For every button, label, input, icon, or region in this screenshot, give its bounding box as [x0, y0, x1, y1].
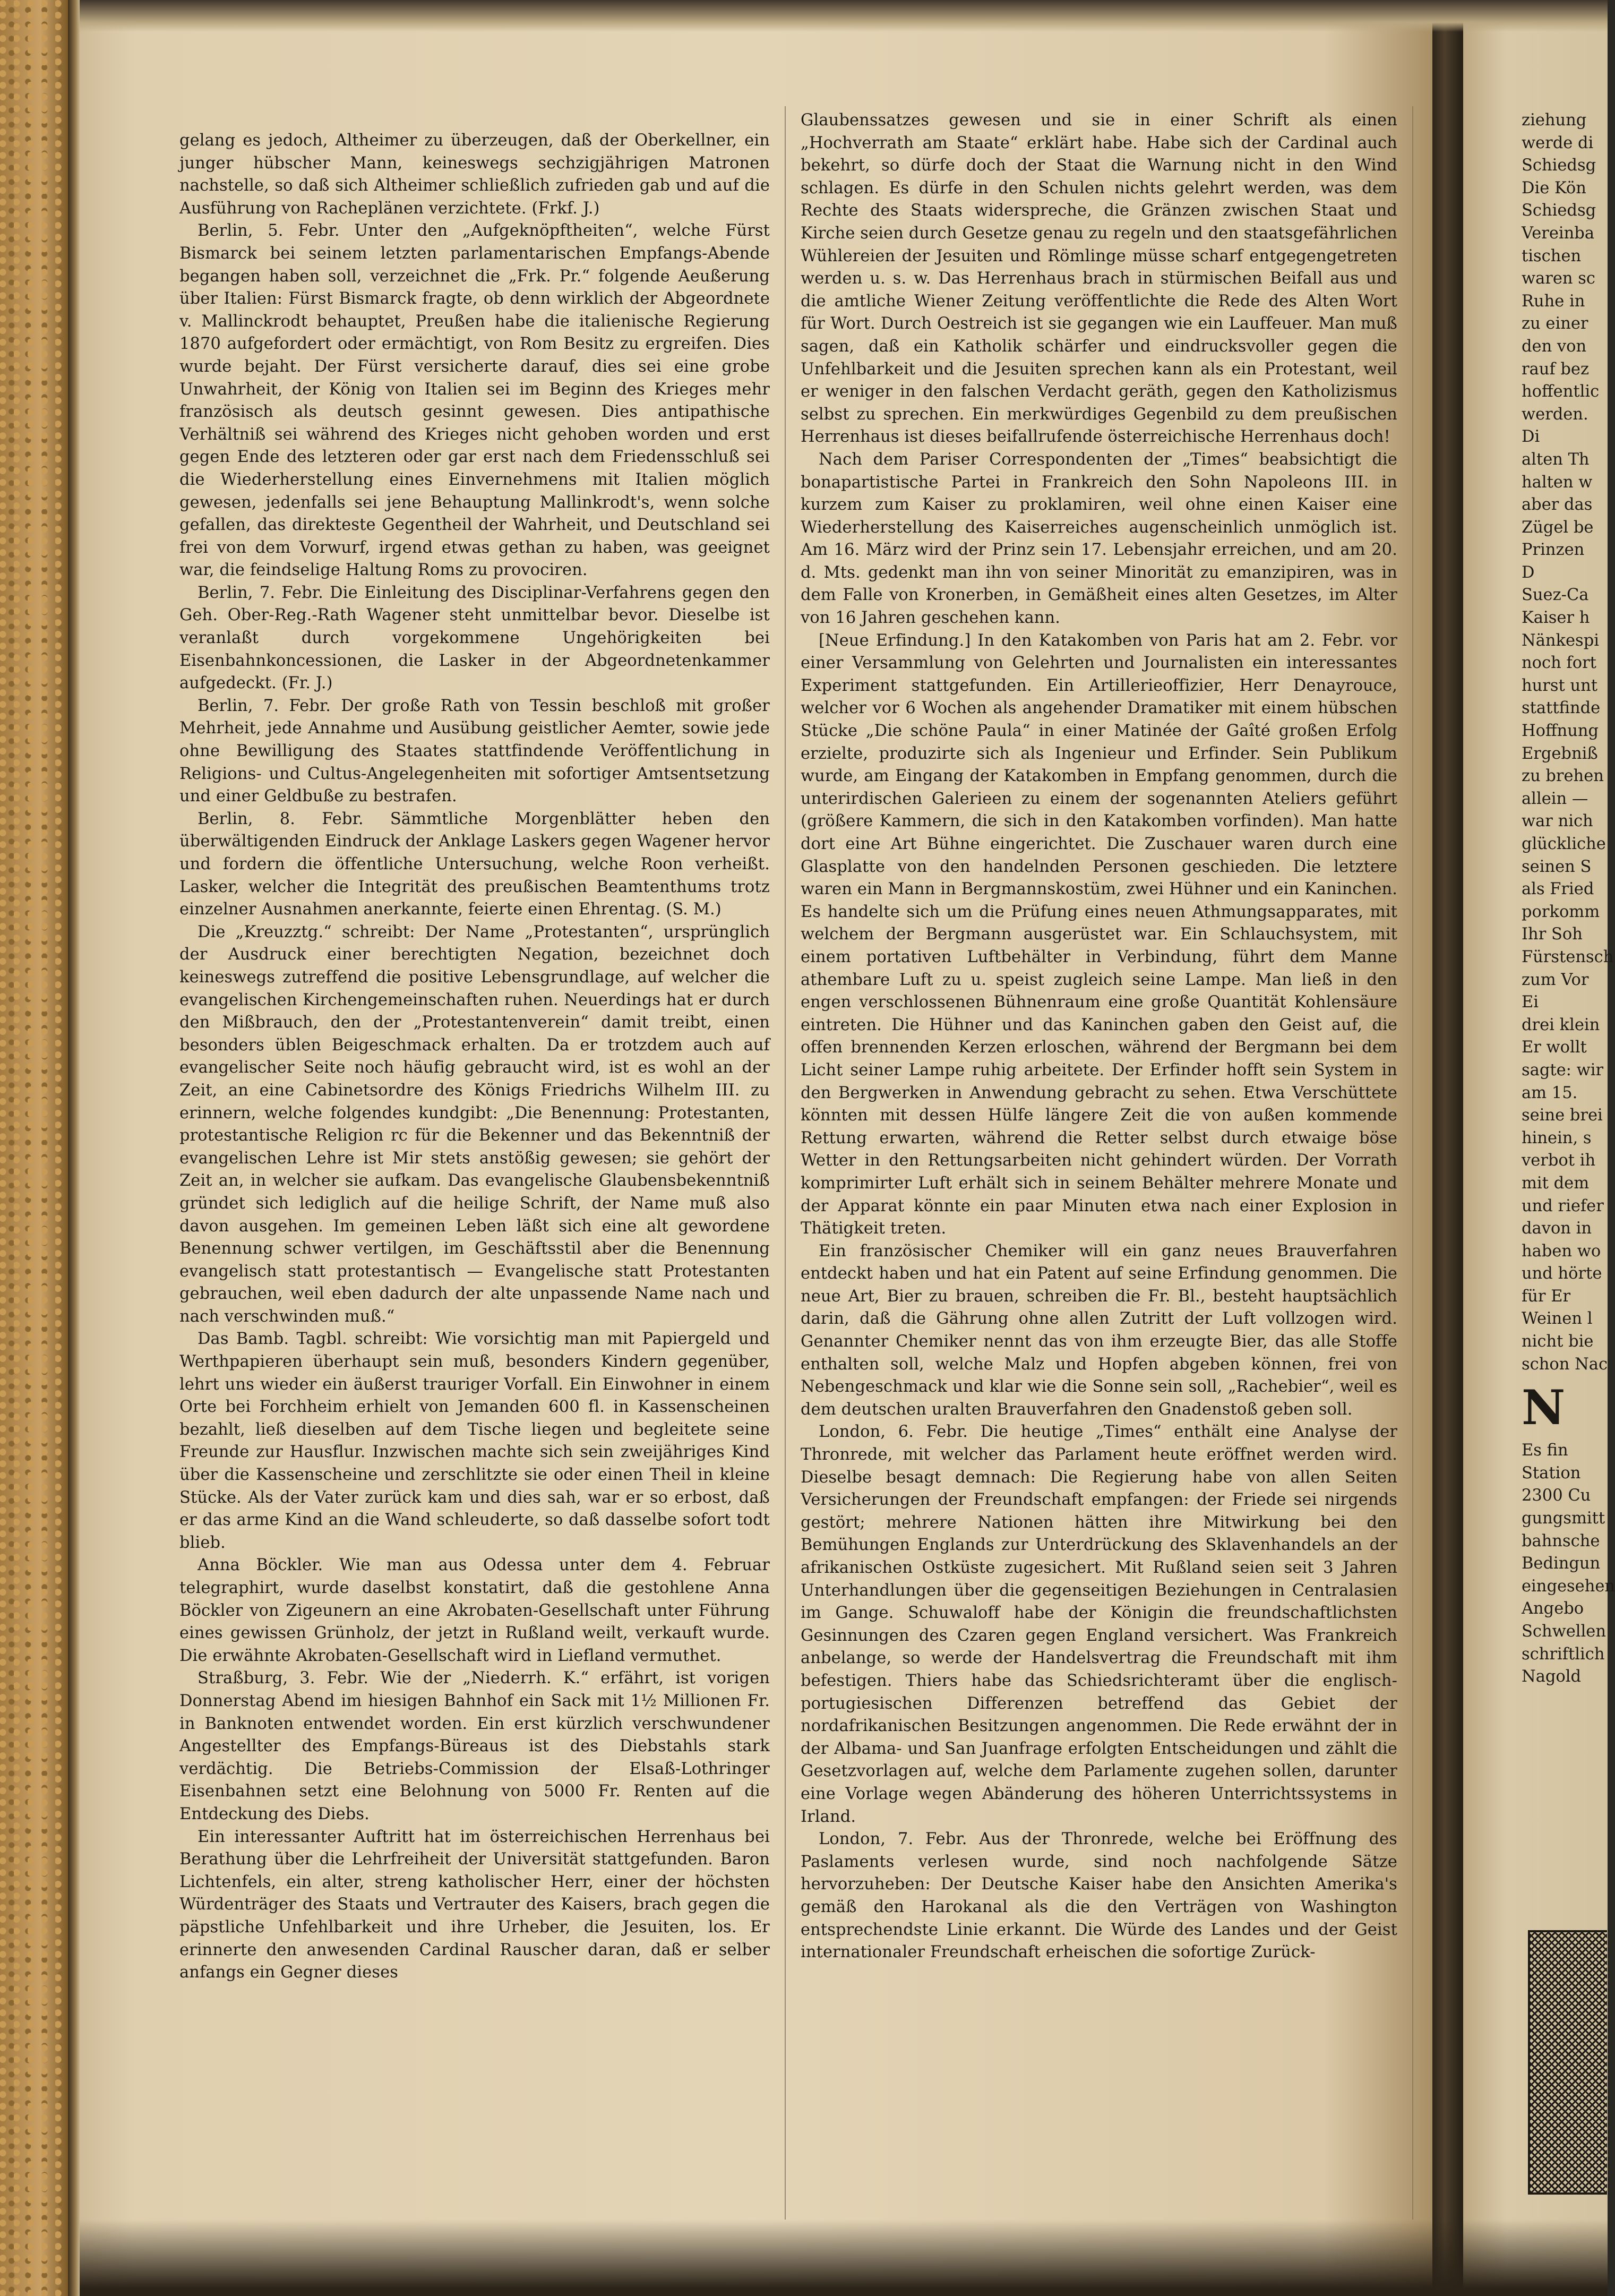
ad-line: Es fin [1522, 1441, 1568, 1460]
column-rule-right [1412, 106, 1413, 2220]
fragment-line: noch fort [1522, 654, 1596, 673]
fragment-line: sagte: wir [1522, 1060, 1604, 1080]
fragment-line: zu einer [1522, 314, 1588, 333]
article-paragraph: London, 7. Febr. Aus der Thronrede, welche bei Eröffnung des Paslaments verlesen wurde, sind noch nachfolgende Sätze hervorzuheben: Der Deutsche Kaiser habe den Ansichten Amerika's gemäß den Harokanal als die den Verträgen von Washington entsprechendste Linie erkannt. Die Würde des Landes und der Geist internationaler Freundschaft erheischen die sofortige Zurück- [801, 1830, 1397, 1962]
article-paragraph: Ein französischer Chemiker will ein ganz neues Brauverfahren entdeckt haben und hat ein Patent auf seine Erfindung genommen. Die neue Art, Bier zu brauen, schreiben die Fr. Bl., besteht hauptsächlich darin, daß die Gährung ohne allen Zutritt der Luft vollzogen wird. Genannter Chemiker nennt das von ihm erzeugte Bier, das alle Stoffe enthalten soll, welche Malz und Hopfen abgeben können, frei von Nebengeschmack und klar wie die Sonne sein soll, „Rachebier“, weil es dem deutschen uralten Brauverfahren den Gnadenstoß geben soll. [801, 1241, 1397, 1419]
ad-line: bahnsche [1522, 1531, 1600, 1550]
spine-shadow [68, 0, 81, 2296]
fragment-line: hinein, s [1522, 1128, 1592, 1147]
article-paragraph: Die „Kreuzztg.“ schreibt: Der Name „Protestanten“, ursprünglich der Ausdruck einer berechtigten Negation, bezeichnet doch keineswegs zutreffend die positive Lebensgrundlage, auf welcher die evangelischen Kirchengemeinschaften ruhen. Neuerdings hat er durch den Mißbrauch, den der „Protestantenverein“ damit treibt, einen besonders üblen Beigeschmack erhalten. Da er trotzdem auch auf evangelischer Seite noch häufig gebraucht wird, ist es wohl an der Zeit, an eine Cabinetsordre des Königs Friedrichs Wilhelm III. zu erinnern, welche folgendes kundgibt: „Die Benennung: Protestanten, protestantische Religion rc für die Bekenner und das Bekenntniß der evangelischen Lehre ist Mir stets anstößig gewesen; sie gehört der Zeit an, in welcher sie aufkam. Das evangelische Glaubensbekenntniß gründet sich lediglich auf die heilige Schrift, der Name muß also davon ausgehen. Im gemeinen Leben läßt sich eine alt gewordene Benennung schwer vertilgen, im Geschäftsstil aber die Benennung evangelisch statt protestantisch — Evangelische statt Protestanten gebrauchen, weil eben dadurch der alte unpassende Name nach und nach verschwinden muß.“ [179, 922, 770, 1326]
fragment-line: mit dem [1522, 1173, 1590, 1193]
article-paragraph: Berlin, 7. Febr. Die Einleitung des Disciplinar-Verfahrens gegen den Geh. Ober-Reg.-Rath Wagener steht unmittelbar bevor. Dieselbe ist veranlaßt durch vorgekommene Ungehörigkeiten bei Eisenbahnkoncessionen, die Lasker in der Abgeordnetenkammer aufgedeckt. (Fr. J.) [179, 583, 770, 693]
book-binding [0, 0, 68, 2296]
fragment-line: zum Vor [1522, 970, 1589, 989]
fragment-line: Di [1522, 427, 1540, 447]
fragment-line: allein — [1522, 789, 1588, 808]
fragment-line: drei klein [1522, 1015, 1600, 1034]
fragment-line: Kaiser h [1522, 609, 1590, 628]
fragment-line: aber das [1522, 495, 1593, 515]
article-paragraph: London, 6. Febr. Die heutige „Times“ enthält eine Analyse der Thronrede, mit welcher das Parlament heute eröffnet werden wird. Dieselbe besagt demnach: Die Regierung habe von allen Seiten Versicherungen der Freundschaft empfangen: der Friede sei nirgends gestört; mehrere Nationen hätten ihre Mitwirkung bei den Bemühungen Englands zur Unterdrückung des Sklavenhandels an der afrikanischen Ostküste zugesichert. Mit Rußland seien seit 3 Jahren Unterhandlungen über die gegenseitigen Beziehungen in Centralasien im Gange. Schuwaloff habe der Königin die freundschaftlichsten Gesinnungen des Czaren gegen England versichert. Was Frankreich anbelange, so werde der Handelsvertrag die Freundschaft mit ihm befestigen. Thiers habe das Schiedsrichteramt über die englisch-portugiesischen Differenzen betreffend das Gebiet der nordafrikanischen Besitzungen angenommen. Die Rede erwähnt der in der Albama- und San Juanfrage erfolgten Entscheidungen und zählt die Gesetzvorlagen auf, welche dem Parlamente zugehen sollen, darunter eine Vorlage wegen Abänderung des höheren Unterrichtssystems in Irland. [801, 1423, 1397, 1826]
article-paragraph: Berlin, 7. Febr. Der große Rath von Tessin beschloß mit großer Mehrheit, jede Annahme und Ausübung geistlicher Aemter, sowie jede ohne Bewilligung des Staates stattfindende Veröffentlichung in Religions- und Cultus-Angelegenheiten mit sofortiger Amtsentsetzung und einer Geldbuße zu bestrafen. [179, 696, 770, 806]
ad-line: gungsmitt [1522, 1509, 1605, 1528]
ad-line: Schwellen [1522, 1622, 1606, 1641]
article-paragraph: gelang es jedoch, Altheimer zu überzeugen, daß der Oberkellner, ein junger hübscher Mann, keineswegs sechzigjährigen Matronen nachstelle, so daß sich Altheimer schließlich zufrieden gab und auf die Ausführung von Racheplänen verzichtete. (Frkf. J.) [179, 131, 770, 218]
bottom-edge-shadow [80, 2220, 1608, 2296]
fragment-line: stattfinde [1522, 699, 1601, 718]
fragment-line: alten Th [1522, 450, 1590, 469]
fragment-line: rauf bez [1522, 359, 1590, 379]
fragment-line: Ihr Soh [1522, 925, 1583, 944]
article-paragraph: Berlin, 8. Febr. Sämmtliche Morgenblätter heben den überwältigenden Eindruck der Anklage Laskers gegen Wagener hervor und fordern die öffentliche Untersuchung, welche Roon verheißt. Lasker, welcher die Integrität des preußischen Beamtenthums trotz einzelner Ausnahmen anerkannte, feierte einen Ehrentag. (S. M.) [179, 809, 770, 919]
article-paragraph: Berlin, 5. Febr. Unter den „Aufgeknöpftheiten“, welche Fürst Bismarck bei seinem letzten parlamentarischen Empfangs-Abende begangen haben soll, verzeichnet die „Frk. Pr.“ folgende Aeußerung über Italien: Fürst Bismarck fragte, ob denn wirklich der Abgeordnete v. Mallinckrodt behauptet, Preußen habe die italienische Regierung 1870 aufgefordert oder ermächtigt, von Rom Besitz zu ergreifen. Dies wurde bejaht. Der Fürst versicherte darauf, dies sei eine grobe Unwahrheit, der König von Italien sei im Beginn des Krieges mehr französisch als deutsch gesinnt gewesen. Dies antipathische Verhältniß sei während des Krieges nicht gehoben worden und erst gegen Ende des letzteren oder gar erst nach dem Friedensschluß sei die Wiederherstellung eines Einvernehmens mit Italien möglich gewesen, jedenfalls sei jene Behauptung Mallinkrodt's, wenn solche gefallen, das direkteste Gegentheil der Wahrheit, und Deutschland sei frei von dem Vorwurf, irgend etwas gethan zu haben, was geeignet war, die feindselige Haltung Roms zu provociren. [179, 221, 770, 580]
fragment-line: halten w [1522, 473, 1593, 492]
ad-heading: N [1522, 1380, 1566, 1436]
fragment-line: Schiedsg [1522, 201, 1596, 220]
fragment-line: Vereinba [1522, 224, 1595, 243]
fragment-line: seine brei [1522, 1106, 1603, 1125]
fragment-line: haben wo [1522, 1241, 1601, 1261]
fragment-line: für Er [1522, 1287, 1571, 1306]
top-edge-shadow [80, 0, 1608, 32]
fragment-line: nicht bie [1522, 1332, 1594, 1351]
fragment-line: glückliche [1522, 835, 1606, 853]
ad-line: Station [1522, 1463, 1581, 1483]
fragment-line: verbot ih [1522, 1151, 1596, 1170]
fragment-line: Er wollt [1522, 1038, 1587, 1057]
fragment-line: werde di [1522, 133, 1594, 152]
fragment-line: Ei [1522, 993, 1539, 1012]
fragment-line: Weinen l [1522, 1309, 1593, 1329]
fragment-line: und hörte [1522, 1264, 1602, 1283]
fragment-line: Schiedsg [1522, 156, 1596, 175]
ad-line: 2300 Cu [1522, 1486, 1591, 1505]
article-paragraph: Nach dem Pariser Correspondenten der „Times“ beabsichtigt die bonapartistische Partei in Frankreich den Sohn Napoleons III. in kurzem zum Kaiser zu proklamiren, weil ohne einen Kaiser eine Wiederherstellung des Kaiserreiches augenscheinlich unmöglich ist. Am 16. März wird der Prinz sein 17. Lebensjahr erreichen, und am 20. d. Mts. gedenkt man ihn von seiner Minorität zu emanzipiren, was in dem Falle von Kronerben, in Gemäßheit eines alten Gesetzes, im Alter von 16 Jahren geschehen kann. [801, 450, 1397, 628]
fragment-line: hurst unt [1522, 676, 1598, 695]
fragment-line: Fürstensch [1522, 947, 1614, 966]
column-rule [785, 106, 786, 2220]
article-paragraph: [Neue Erfindung.] In den Katakomben von Paris hat am 2. Febr. vor einer Versammlung von Gelehrten und Journalisten ein interessantes Experiment stattgefunden. Ein Artillerieoffizier, Herr Denayrouce, welcher vor 6 Wochen als angehender Dramatiker mit einem hübschen Stücke „Die schöne Paula“ in einer Matinée der Gaîté großen Erfolg erzielte, produzirte sich als Ingenieur und Erfinder. Sein Publikum wurde, am Eingang der Katakomben in Empfang genommen, durch die unterirdischen Galerieen zu einem der sogenannten Ateliers geführt (größere Kammern, die sich in den Katakomben vorfinden). Man hatte dort eine Art Bühne eingerichtet. Die Zuschauer waren durch eine Glasplatte von den handelnden Personen geschieden. Die letztere waren ein Mann in Bergmannskostüm, zwei Hühner und ein Kaninchen. Es handelte sich um die Prüfung eines neuen Athmungsapparates, mit welchem der Bergmann ausgerüstet war. Ein Schlauchsystem, mit einem portativen Luftbehälter in Verbindung, führt dem Manne athembare Luft zu u. speist zugleich seine Lampe. Man ließ in den engen verschlossenen Bühnenraum eine große Quantität Kohlensäure eintreten. Die Hühner und das Kaninchen gaben den Geist auf, die offen brennenden Kerzen erloschen, während der Bergmann bei dem Licht seiner Lampe ruhig arbeitete. Der Erfinder hofft sein System in den Bergwerken in Anwendung gebracht zu sehen. Etwa Verschüttete könnten mit dessen Hülfe längere Zeit die von außen kommende Rettung erwarten, während die Retter selbst durch etwaige böse Wetter in den Rettungsarbeiten nicht gehindert würden. Der Vorrath komprimirter Luft erhält sich in seinem Behälter mehrere Monate und der Apparat könnte ein paar Minuten etwa nach einer Explosion in Thätigkeit treten. [801, 631, 1398, 1238]
fragment-line: tischen [1522, 246, 1582, 265]
fragment-line: Zügel be [1522, 518, 1594, 537]
article-paragraph: Ein interessanter Auftritt hat im österreichischen Herrenhaus bei Berathung über die Lehrfreiheit der Universität stattgefunden. Baron Lichtenfels, ein alter, streng katholischer Herr, einer der höchsten Würdenträger des Staats und Vertrauter des Kaisers, brach gegen die päpstliche Unfehlbarkeit und ihre Urheber, die Jesuiten, los. Er erinnerte den anwesenden Cardinal Rauscher daran, daß er selber anfangs ein Gegner dieses [179, 1827, 770, 1982]
fragment-line: zu brehen [1522, 767, 1604, 786]
article-paragraph: Glaubenssatzes gewesen und sie in einer Schrift als einen „Hochverrath am Staate“ erklärt habe. Habe sich der Cardinal auch bekehrt, so dürfe doch der Staat die Warnung nicht in den Wind schlagen. Es dürfe in den Schulen nichts gelehrt werden, was dem Rechte des Staats widerspreche, die Gränzen zwischen Staat und Kirche seien durch Gesetze genau zu regeln und den staatsgefährlichen Wühlereien der Jesuiten und Römlinge müsse scharf entgegengetreten werden u. s. w. Das Herrenhaus brach in stürmischen Beifall aus und die amtliche Wiener Zeitung veröffentlichte die Rede des Alten Wort für Wort. Durch Oestreich ist sie gegangen wie ein Lauffeuer. Man muß sagen, daß ein Katholik schärfer und eindrucksvoller gegen die Unfehlbarkeit und die Jesuiten sprechen kann als ein Protestant, weil er weniger in den falschen Verdacht geräth, gegen den Katholizismus selbst zu sprechen. Ein merkwürdiges Gegenbild zu dem preußischen Herrenhaus ist dieses beifallrufende österreichische Herrenhaus doch! [801, 111, 1397, 447]
fragment-line: waren sc [1522, 269, 1595, 288]
fragment-line: Suez-Ca [1522, 586, 1589, 605]
fragment-line: am 15. [1522, 1083, 1578, 1102]
fragment-line: Ergebniß [1522, 744, 1598, 763]
article-paragraph: Das Bamb. Tagbl. schreibt: Wie vorsichtig man mit Papiergeld und Werthpapieren überhaupt sein muß, besonders Kindern gegenüber, lehrt uns wieder ein äußerst trauriger Vorfall. Ein Einwohner in einem Orte bei Forchheim erhielt von Jemanden 600 fl. in Kassenscheinen bezahlt, ließ dieselben auf dem Tische liegen und begleitete seine Freunde zur Hausflur. Inzwischen machte sich sein zweijähriges Kind über die Kassenscheine und zerschlitzte sie oder einen Theil in kleine Stücke. Als der Vater zurück kam und dies sah, war er so erbost, daß er das arme Kind an die Wand schleuderte, so daß dasselbe sofort todt blieb. [179, 1330, 770, 1552]
fragment-line: den von [1522, 337, 1587, 356]
fragment-line: davon in [1522, 1219, 1592, 1238]
fragment-line: schon Nac [1522, 1355, 1608, 1374]
fragment-line: werden. [1522, 405, 1588, 424]
ad-line: schriftlich [1522, 1644, 1605, 1664]
fragment-line: Nänkespi [1522, 631, 1599, 650]
left-text-column [179, 130, 770, 1984]
fragment-line: als Fried [1522, 880, 1594, 899]
middle-text-column [801, 109, 1397, 1964]
fragment-line: Die Kön [1522, 178, 1586, 198]
fragment-line: seinen S [1522, 857, 1592, 876]
fragment-line: Prinzen [1522, 541, 1585, 560]
fragment-line: ziehung [1522, 111, 1587, 130]
advertisement-ornament [1528, 1930, 1607, 2195]
article-paragraph: Anna Böckler. Wie man aus Odessa unter dem 4. Februar telegraphirt, wurde daselbst konstatirt, daß die gestohlene Anna Böckler von Zigeunern an eine Akrobaten-Gesellschaft unter Führung eines gewissen Grünholz, der jetzt in Rußland weilt, verkauft wurde. Die erwähnte Akrobaten-Gesellschaft wird in Liefland vermuthet. [179, 1556, 770, 1665]
fragment-line: hoffentlic [1522, 382, 1600, 401]
fragment-line: Hoffnung [1522, 722, 1599, 741]
fragment-line: Ruhe in [1522, 292, 1585, 311]
article-paragraph: Straßburg, 3. Febr. Wie der „Niederrh. K.“ erfährt, ist vorigen Donnerstag Abend im hiesigen Bahnhof ein Sack mit 1½ Millionen Fr. in Banknoten entwendet worden. Ein erst kürzlich verschwundener Angestellter des Empfangs-Büreaus ist des Diebstahls stark verdächtig. Die Betriebs-Commission der Elsaß-Lothringer Eisenbahnen setzt eine Belohnung von 5000 Fr. Renten auf die Entdeckung des Diebs. [179, 1669, 770, 1823]
right-page-text-fragments [1522, 109, 1615, 1689]
ad-line: Bedingun [1522, 1554, 1601, 1573]
fragment-line: D [1522, 563, 1535, 582]
fragment-line: porkomm [1522, 902, 1600, 921]
fragment-line: und riefer [1522, 1196, 1604, 1215]
page-gutter [1432, 0, 1463, 2296]
fragment-line: war nich [1522, 812, 1593, 831]
ad-line: eingesehen [1522, 1577, 1615, 1596]
ad-line: Nagold [1522, 1667, 1582, 1686]
ad-line: Angebo [1522, 1599, 1584, 1618]
